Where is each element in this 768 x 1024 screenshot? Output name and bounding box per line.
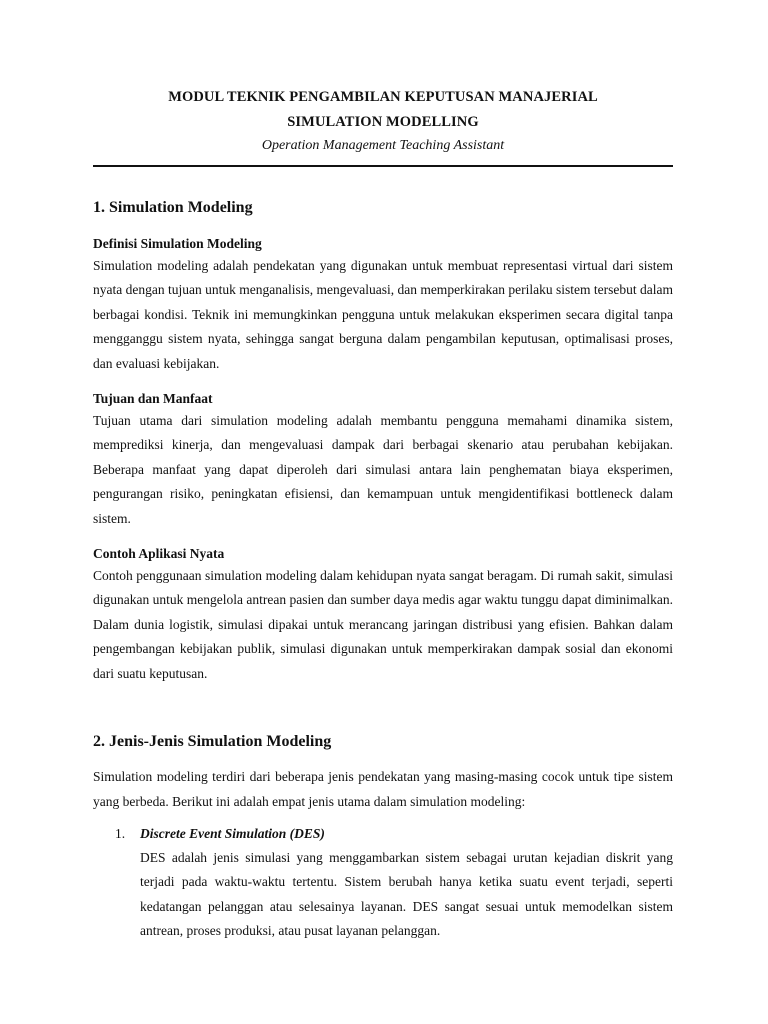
contoh-paragraph: Contoh penggunaan simulation modeling dalam kehidupan nyata sangat beragam. Di rumah sakit, simulasi digunakan untuk mengelola antrean pasien dan sumber daya medis agar waktu tunggu dapat diminimalkan. Dalam dunia logistik, simulasi dipakai untuk merancang jaringan distribusi yang efisien. Bahkan dalam pengembangan kebijakan publik, simulasi digunakan untuk memperkirakan dampak sosial dan ekonomi dari suatu keputusan. xyxy=(93,568,673,681)
document-title-line-2: SIMULATION MODELLING xyxy=(287,114,479,130)
header-divider xyxy=(93,165,673,167)
list-item-number: 1. xyxy=(115,825,126,841)
contoh-heading: Contoh Aplikasi Nyata xyxy=(93,546,225,562)
definisi-heading: Definisi Simulation Modeling xyxy=(93,236,262,251)
document-subtitle: Operation Management Teaching Assistant xyxy=(261,138,505,153)
tujuan-heading: Tujuan dan Manfaat xyxy=(93,391,213,407)
tujuan-paragraph: Tujuan utama dari simulation modeling adalah membantu pengguna memahami dinamika sistem, memprediksi kinerja, dan mengevaluasi dampak dari berbagai skenario atau perubahan kebijakan. Beberapa manfaat yang dapat diperoleh dari simulasi antara lain penghematan biaya eksperimen, pengurangan risiko, peningkatan efisiensi, dan kemampuan untuk mengidentifikasi bottleneck dalam sistem. xyxy=(93,413,673,526)
list-item-title: Discrete Event Simulation (DES) xyxy=(140,825,325,841)
section-1-heading: 1. Simulation Modeling xyxy=(93,199,253,216)
section-2-heading: 2. Jenis-Jenis Simulation Modeling xyxy=(93,733,332,751)
definisi-paragraph: Simulation modeling adalah pendekatan yang digunakan untuk membuat representasi virtual dari sistem nyata dengan tujuan untuk menganalisis, mengevaluasi, dan memperkirakan perilaku sistem tersebut dalam berbagai kondisi. Teknik ini memungkinkan pengguna untuk melakukan eksperimen secara digital tanpa mengganggu sistem nyata, sehingga sangat berguna dalam pengambilan keputusan, optimalisasi proses, dan evaluasi kebijakan. xyxy=(93,258,673,371)
simulation-types-list xyxy=(93,822,673,944)
document-title-line-1: MODUL TEKNIK PENGAMBILAN KEPUTUSAN MANAJERIAL xyxy=(168,89,598,105)
list-item-description: DES adalah jenis simulasi yang menggambarkan sistem sebagai urutan kejadian diskrit yang terjadi pada waktu-waktu tertentu. Sistem berubah hanya ketika suatu event terjadi, seperti kedatangan pelanggan atau selesainya layanan. DES sangat sesuai untuk memodelkan sistem antrean, proses produksi, atau pusat layanan pelanggan. xyxy=(140,849,673,939)
page-content xyxy=(93,88,673,944)
list-item xyxy=(93,822,673,944)
section-2-intro: Simulation modeling terdiri dari beberapa jenis pendekatan yang masing-masing cocok untuk tipe sistem yang berbeda. Berikut ini adalah empat jenis utama dalam simulation modeling: xyxy=(93,769,673,809)
